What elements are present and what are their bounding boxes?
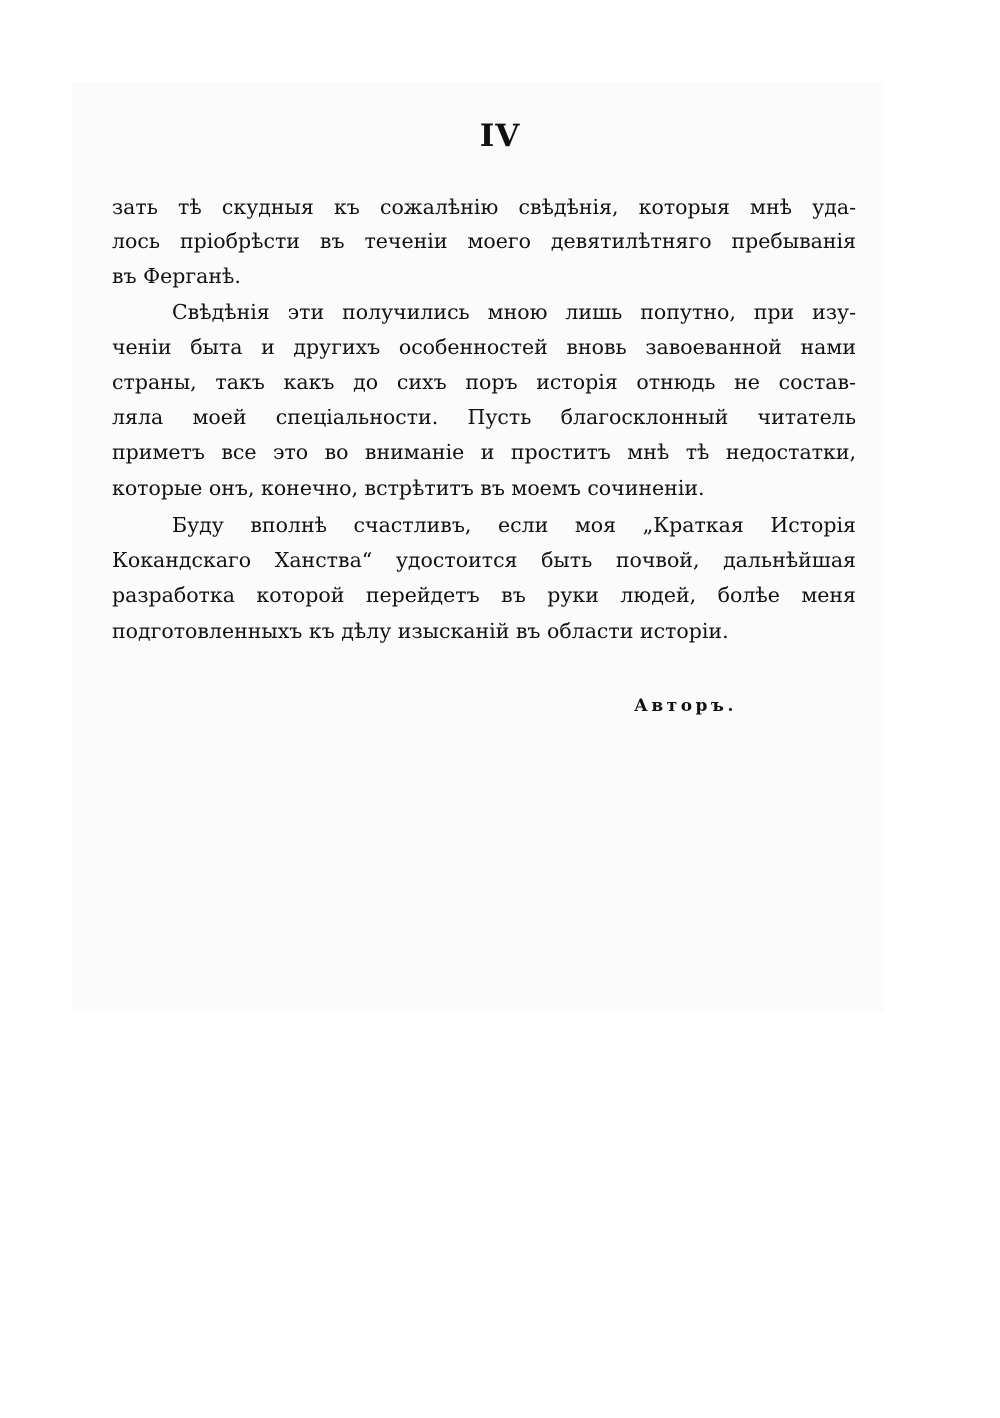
text-line: Буду вполнѣ счастливъ, если моя „Краткая Исторія: [172, 513, 856, 537]
text-line: зать тѣ скудныя къ сожалѣнію свѣдѣнія, которыя мнѣ уда-: [112, 195, 856, 219]
text-line: Свѣдѣнія эти получились мною лишь попутно, при изу-: [172, 300, 856, 324]
text-line: лось пріобрѣсти въ теченіи моего девятилѣтняго пребыванія: [112, 229, 856, 253]
text-line: ченіи быта и другихъ особенностей вновь завоеванной нами: [112, 335, 856, 359]
text-line: которые онъ, конечно, встрѣтитъ въ моемъ сочиненіи.: [112, 476, 705, 500]
text-line: страны, такъ какъ до сихъ поръ исторія отнюдь не состав-: [112, 370, 856, 394]
text-line: приметъ все это во вниманіе и проститъ мнѣ тѣ недостатки,: [112, 440, 856, 464]
text-line: въ Ферганѣ.: [112, 264, 241, 288]
page-number: IV: [479, 118, 521, 154]
text-line: подготовленныхъ къ дѣлу изысканій въ области исторіи.: [112, 619, 729, 643]
author-signature: Авторъ.: [634, 696, 737, 716]
text-line: разработка которой перейдетъ въ руки людей, болѣе меня: [112, 583, 856, 607]
text-line: ляла моей спеціальности. Пусть благосклонный читатель: [112, 405, 856, 429]
text-line: Кокандскаго Ханства“ удостоится быть почвой, дальнѣйшая: [112, 548, 856, 572]
